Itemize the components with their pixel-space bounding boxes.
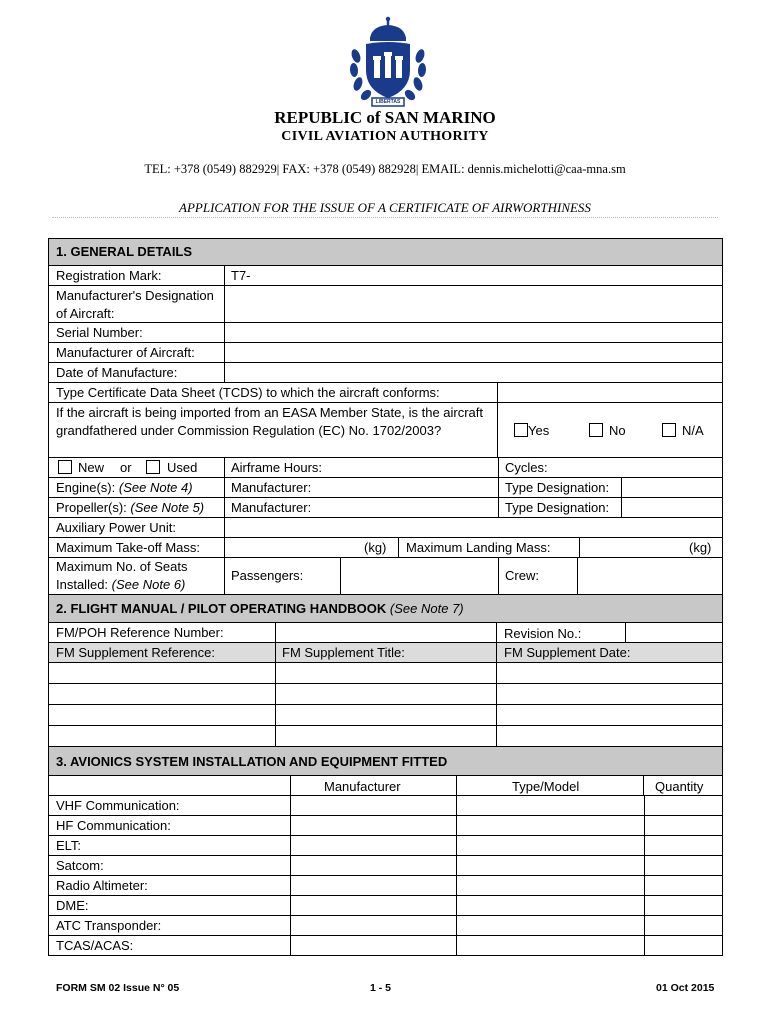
avionics-type-cell[interactable] bbox=[456, 796, 644, 816]
avionics-type-cell[interactable] bbox=[456, 836, 644, 856]
new-checkbox[interactable] bbox=[58, 460, 72, 474]
import-question: If the aircraft is being imported from an EASA Member State, is the aircraft grandfathered under Commission Regulation (EC) No. 1702/2003? bbox=[56, 405, 484, 438]
authority-country-title: REPUBLIC of SAN MARINO bbox=[274, 108, 496, 127]
mlm-unit: (kg) bbox=[689, 540, 712, 555]
avionics-quantity-cell[interactable] bbox=[644, 916, 723, 936]
manufacturer-label: Manufacturer of Aircraft: bbox=[56, 345, 195, 360]
title-divider bbox=[52, 217, 718, 218]
avionics-row-label: Satcom: bbox=[56, 858, 104, 873]
avionics-quantity-cell[interactable] bbox=[644, 856, 723, 876]
avionics-type-cell[interactable] bbox=[456, 936, 644, 956]
avionics-type-cell[interactable] bbox=[456, 816, 644, 836]
option-no[interactable]: No bbox=[589, 421, 626, 441]
avionics-manufacturer-cell[interactable] bbox=[290, 856, 456, 876]
footer-page: 1 - 5 bbox=[370, 982, 392, 994]
designation-label: Manufacturer's Designation of Aircraft: bbox=[56, 288, 214, 321]
date-label: Date of Manufacture: bbox=[56, 365, 178, 380]
avionics-quantity-cell[interactable] bbox=[644, 816, 723, 836]
date-value-cell[interactable] bbox=[224, 363, 723, 383]
avionics-quantity-cell[interactable] bbox=[644, 876, 723, 896]
avionics-row-label: DME: bbox=[56, 898, 89, 913]
san-marino-crest-icon bbox=[348, 16, 428, 108]
supplement-row-cols bbox=[275, 705, 497, 726]
form-title: APPLICATION FOR THE ISSUE OF A CERTIFICATE OF AIRWORTHINESS bbox=[179, 200, 591, 215]
mtom-unit: (kg) bbox=[364, 540, 387, 555]
section2-heading: 2. FLIGHT MANUAL / PILOT OPERATING HANDBOOK (See Note 7) bbox=[56, 601, 464, 616]
tcds-label: Type Certificate Data Sheet (TCDS) to which the aircraft conforms: bbox=[56, 385, 440, 400]
registration-label: Registration Mark: bbox=[56, 268, 162, 283]
registration-value-cell[interactable] bbox=[224, 266, 723, 286]
engines-manufacturer-label: Manufacturer: bbox=[231, 480, 312, 495]
avionics-type-cell[interactable] bbox=[456, 856, 644, 876]
crew-value-cell[interactable] bbox=[577, 558, 723, 595]
avionics-row-label: VHF Communication: bbox=[56, 798, 180, 813]
section1-heading: 1. GENERAL DETAILS bbox=[56, 244, 193, 259]
no-checkbox[interactable] bbox=[589, 423, 603, 437]
avionics-type-cell[interactable] bbox=[456, 896, 644, 916]
avionics-type-cell[interactable] bbox=[456, 876, 644, 896]
fm-ref-label: FM/POH Reference Number: bbox=[56, 625, 224, 640]
used-checkbox[interactable] bbox=[146, 460, 160, 474]
manufacturer-value-cell[interactable] bbox=[224, 343, 723, 363]
used-option[interactable]: Used bbox=[146, 458, 197, 478]
tcds-value-cell[interactable] bbox=[497, 383, 723, 403]
engines-label: Engine(s): (See Note 4) bbox=[56, 480, 193, 495]
cycles-label: Cycles: bbox=[505, 460, 548, 475]
avionics-manufacturer-cell[interactable] bbox=[290, 896, 456, 916]
avionics-manufacturer-cell[interactable] bbox=[290, 876, 456, 896]
engines-type-cell[interactable] bbox=[621, 478, 723, 498]
option-na[interactable]: N/A bbox=[662, 421, 704, 441]
new-option[interactable]: New bbox=[58, 458, 104, 478]
col-manufacturer: Manufacturer bbox=[324, 779, 401, 794]
na-checkbox[interactable] bbox=[662, 423, 676, 437]
supp-title-label: FM Supplement Title: bbox=[282, 645, 405, 660]
passengers-label: Passengers: bbox=[231, 568, 304, 583]
avionics-manufacturer-cell[interactable] bbox=[290, 936, 456, 956]
yes-checkbox[interactable] bbox=[514, 423, 528, 437]
col-type: Type/Model bbox=[512, 779, 580, 794]
supplement-row-cols bbox=[275, 663, 497, 684]
crew-label: Crew: bbox=[505, 568, 539, 583]
avionics-row-label: Radio Altimeter: bbox=[56, 878, 148, 893]
serial-label: Serial Number: bbox=[56, 325, 143, 340]
propellers-manufacturer-label: Manufacturer: bbox=[231, 500, 312, 515]
apu-label: Auxiliary Power Unit: bbox=[56, 520, 176, 535]
avionics-row-label: HF Communication: bbox=[56, 818, 171, 833]
crest-motto: LIBERTAS bbox=[375, 98, 401, 105]
engines-type-label: Type Designation: bbox=[505, 480, 610, 495]
fm-ref-value-cell[interactable] bbox=[275, 623, 497, 643]
avionics-quantity-cell[interactable] bbox=[644, 896, 723, 916]
avionics-manufacturer-cell[interactable] bbox=[290, 836, 456, 856]
revision-label: Revision No.: bbox=[504, 626, 582, 641]
avionics-quantity-cell[interactable] bbox=[644, 796, 723, 816]
supplement-row-cols bbox=[275, 726, 497, 747]
contact-line: TEL: +378 (0549) 882929| FAX: +378 (0549) 882928| EMAIL: dennis.michelotti@caa-mna.sm bbox=[144, 162, 626, 176]
mtom-label: Maximum Take-off Mass: bbox=[56, 540, 201, 555]
propellers-type-cell[interactable] bbox=[621, 498, 723, 518]
seats-label-2: Installed: (See Note 6) bbox=[56, 577, 186, 592]
avionics-manufacturer-cell[interactable] bbox=[290, 816, 456, 836]
avionics-manufacturer-cell[interactable] bbox=[290, 796, 456, 816]
apu-value-cell[interactable] bbox=[224, 518, 723, 538]
avionics-header-mid bbox=[456, 776, 457, 796]
authority-name: CIVIL AVIATION AUTHORITY bbox=[281, 129, 489, 144]
supp-date-label: FM Supplement Date: bbox=[504, 645, 631, 660]
registration-value: T7- bbox=[231, 268, 251, 283]
airframe-hours-label: Airframe Hours: bbox=[231, 460, 323, 475]
avionics-row-label: ELT: bbox=[56, 838, 82, 853]
section3-heading: 3. AVIONICS SYSTEM INSTALLATION AND EQUIPMENT FITTED bbox=[56, 754, 448, 769]
serial-value-cell[interactable] bbox=[224, 323, 723, 343]
col-quantity: Quantity bbox=[655, 779, 704, 794]
avionics-type-cell[interactable] bbox=[456, 916, 644, 936]
revision-value-cell[interactable] bbox=[625, 623, 723, 643]
mlm-label: Maximum Landing Mass: bbox=[406, 540, 551, 555]
avionics-manufacturer-cell[interactable] bbox=[290, 916, 456, 936]
avionics-row-label: ATC Transponder: bbox=[56, 918, 162, 933]
supplement-row-cols bbox=[275, 684, 497, 705]
avionics-row-label: TCAS/ACAS: bbox=[56, 938, 134, 953]
avionics-quantity-cell[interactable] bbox=[644, 836, 723, 856]
supp-ref-label: FM Supplement Reference: bbox=[56, 645, 215, 660]
propellers-type-label: Type Designation: bbox=[505, 500, 610, 515]
option-yes[interactable]: Yes bbox=[514, 421, 549, 441]
propellers-label: Propeller(s): (See Note 5) bbox=[56, 500, 205, 515]
avionics-quantity-cell[interactable] bbox=[644, 936, 723, 956]
application-form bbox=[48, 238, 723, 957]
footer-date: 01 Oct 2015 bbox=[656, 982, 715, 994]
seats-label-1: Maximum No. of Seats bbox=[56, 559, 188, 574]
or-text: or bbox=[120, 460, 132, 475]
footer-form-id: FORM SM 02 Issue N° 05 bbox=[56, 982, 180, 994]
passengers-value-cell[interactable] bbox=[340, 558, 499, 595]
designation-value-cell[interactable] bbox=[224, 286, 723, 323]
